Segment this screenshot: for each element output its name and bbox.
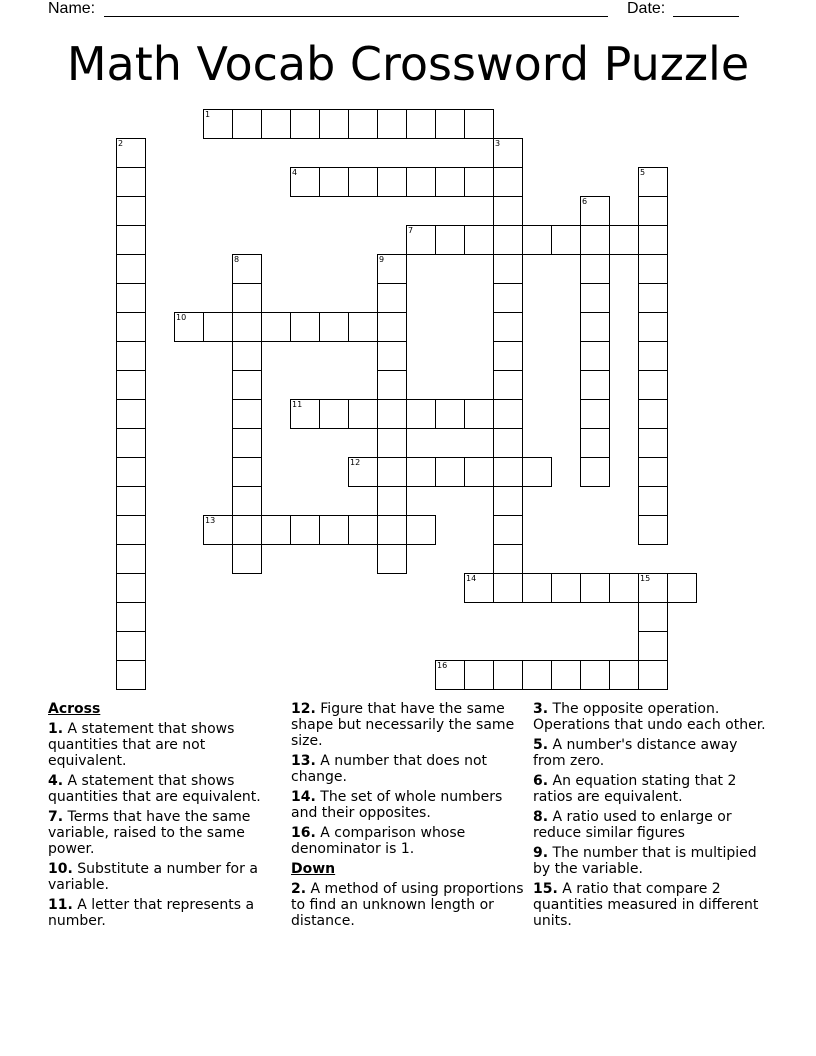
- crossword-cell[interactable]: [580, 225, 610, 255]
- crossword-cell[interactable]: [116, 138, 146, 168]
- crossword-cell[interactable]: [609, 225, 639, 255]
- clue-across-1: 1. A statement that shows quantities that are not equivalent.: [48, 721, 235, 769]
- crossword-cell[interactable]: [638, 399, 668, 429]
- crossword-cell[interactable]: [493, 428, 523, 458]
- crossword-cell[interactable]: [580, 573, 610, 603]
- crossword-cell[interactable]: [116, 254, 146, 284]
- crossword-cell[interactable]: [638, 428, 668, 458]
- clue-number: 6: [582, 197, 588, 206]
- crossword-cell[interactable]: [638, 370, 668, 400]
- crossword-cell[interactable]: [116, 428, 146, 458]
- clue-across-10: 10. Substitute a number for a variable.: [48, 861, 258, 893]
- crossword-cell[interactable]: [232, 515, 262, 545]
- crossword-cell[interactable]: [377, 486, 407, 516]
- clue-number: 13: [205, 516, 216, 525]
- crossword-cell[interactable]: [377, 457, 407, 487]
- crossword-cell[interactable]: [232, 428, 262, 458]
- clue-column-2: [291, 701, 529, 933]
- crossword-cell[interactable]: [203, 515, 233, 545]
- crossword-cell[interactable]: [116, 660, 146, 690]
- crossword-cell[interactable]: [638, 196, 668, 226]
- crossword-cell[interactable]: [377, 399, 407, 429]
- crossword-cell[interactable]: [116, 196, 146, 226]
- crossword-cell[interactable]: [232, 254, 262, 284]
- clue-down-3: 3. The opposite operation. Operations that undo each other.: [533, 701, 766, 733]
- crossword-cell[interactable]: [348, 457, 378, 487]
- crossword-cell[interactable]: [290, 399, 320, 429]
- crossword-cell[interactable]: [232, 457, 262, 487]
- crossword-cell[interactable]: [493, 167, 523, 197]
- crossword-cell[interactable]: [522, 225, 552, 255]
- crossword-cell[interactable]: [580, 457, 610, 487]
- crossword-cell[interactable]: [406, 399, 436, 429]
- crossword-cell[interactable]: [493, 370, 523, 400]
- crossword-cell[interactable]: [638, 312, 668, 342]
- crossword-cell[interactable]: [551, 573, 581, 603]
- crossword-cell[interactable]: [377, 312, 407, 342]
- clue-down-15: 15. A ratio that compare 2 quantities measured in different units.: [533, 881, 759, 929]
- crossword-cell[interactable]: [348, 109, 378, 139]
- crossword-cell[interactable]: [493, 457, 523, 487]
- crossword-cell[interactable]: [493, 486, 523, 516]
- crossword-cell[interactable]: [319, 515, 349, 545]
- crossword-cell[interactable]: [406, 225, 436, 255]
- crossword-cell[interactable]: [116, 283, 146, 313]
- clue-number: 5: [640, 168, 646, 177]
- crossword-cell[interactable]: [464, 167, 494, 197]
- crossword-cell[interactable]: [638, 573, 668, 603]
- crossword-cell[interactable]: [348, 515, 378, 545]
- crossword-cell[interactable]: [116, 573, 146, 603]
- crossword-cell[interactable]: [377, 254, 407, 284]
- clue-number: 15: [640, 574, 651, 583]
- clue-across-16: 16. A comparison whose denominator is 1.: [291, 825, 466, 857]
- crossword-cell[interactable]: [232, 283, 262, 313]
- crossword-cell[interactable]: [261, 312, 291, 342]
- crossword-cell[interactable]: [203, 312, 233, 342]
- crossword-cell[interactable]: [203, 109, 233, 139]
- crossword-cell[interactable]: [290, 167, 320, 197]
- crossword-cell[interactable]: [522, 573, 552, 603]
- clue-number: 11: [292, 400, 303, 409]
- clue-column-1: [48, 701, 286, 933]
- crossword-cell[interactable]: [377, 370, 407, 400]
- crossword-cell[interactable]: [580, 370, 610, 400]
- crossword-cell[interactable]: [638, 457, 668, 487]
- clue-across-7: 7. Terms that have the same variable, raised to the same power.: [48, 809, 251, 857]
- crossword-cell[interactable]: [580, 196, 610, 226]
- crossword-cell[interactable]: [116, 486, 146, 516]
- crossword-cell[interactable]: [493, 254, 523, 284]
- crossword-cell[interactable]: [638, 225, 668, 255]
- clue-number: 1: [205, 110, 211, 119]
- crossword-cell[interactable]: [261, 109, 291, 139]
- crossword-cell[interactable]: [406, 515, 436, 545]
- date-label: Date:: [627, 0, 666, 17]
- clue-across-11: 11. A letter that represents a number.: [48, 897, 255, 929]
- crossword-cell[interactable]: [435, 225, 465, 255]
- crossword-cell[interactable]: [290, 312, 320, 342]
- crossword-cell[interactable]: [377, 167, 407, 197]
- crossword-cell[interactable]: [116, 312, 146, 342]
- crossword-cell[interactable]: [638, 515, 668, 545]
- clue-number: 8: [234, 255, 240, 264]
- crossword-cell[interactable]: [435, 167, 465, 197]
- crossword-cell[interactable]: [580, 428, 610, 458]
- clue-down-8: 8. A ratio used to enlarge or reduce similar figures: [533, 809, 732, 841]
- crossword-cell[interactable]: [638, 602, 668, 632]
- crossword-cell[interactable]: [493, 138, 523, 168]
- crossword-cell[interactable]: [493, 225, 523, 255]
- crossword-cell[interactable]: [116, 515, 146, 545]
- crossword-cell[interactable]: [551, 225, 581, 255]
- crossword-cell[interactable]: [493, 515, 523, 545]
- crossword-cell[interactable]: [638, 254, 668, 284]
- crossword-cell[interactable]: [377, 544, 407, 574]
- crossword-cell[interactable]: [435, 457, 465, 487]
- name-label: Name:: [48, 0, 96, 17]
- clue-number: 7: [408, 226, 414, 235]
- crossword-cell[interactable]: [522, 457, 552, 487]
- crossword-cell[interactable]: [638, 486, 668, 516]
- crossword-cell[interactable]: [116, 341, 146, 371]
- crossword-cell[interactable]: [348, 399, 378, 429]
- crossword-cell[interactable]: [580, 283, 610, 313]
- crossword-cell[interactable]: [464, 399, 494, 429]
- crossword-cell[interactable]: [377, 283, 407, 313]
- crossword-cell[interactable]: [609, 660, 639, 690]
- clue-number: 14: [466, 574, 477, 583]
- crossword-cell[interactable]: [290, 515, 320, 545]
- crossword-cell[interactable]: [580, 399, 610, 429]
- clue-number: 4: [292, 168, 298, 177]
- crossword-cell[interactable]: [493, 312, 523, 342]
- crossword-cell[interactable]: [348, 312, 378, 342]
- clue-across-12: 12. Figure that have the same shape but necessarily the same size.: [291, 701, 515, 749]
- page-title: Math Vocab Crossword Puzzle: [66, 37, 750, 91]
- clue-down-5: 5. A number's distance away from zero.: [533, 737, 738, 769]
- crossword-cell[interactable]: [406, 109, 436, 139]
- crossword-cell[interactable]: [261, 515, 291, 545]
- crossword-cell[interactable]: [377, 515, 407, 545]
- crossword-cell[interactable]: [493, 544, 523, 574]
- crossword-cell[interactable]: [116, 602, 146, 632]
- crossword-cell[interactable]: [580, 660, 610, 690]
- clue-number: 10: [176, 313, 187, 322]
- crossword-cell[interactable]: [464, 225, 494, 255]
- crossword-cell[interactable]: [232, 544, 262, 574]
- crossword-cell[interactable]: [406, 167, 436, 197]
- crossword-cell[interactable]: [667, 573, 697, 603]
- crossword-cell[interactable]: [464, 573, 494, 603]
- crossword-cell[interactable]: [116, 399, 146, 429]
- crossword-cell[interactable]: [493, 660, 523, 690]
- clue-number: 16: [437, 661, 448, 670]
- crossword-cell[interactable]: [377, 109, 407, 139]
- clue-across-14: 14. The set of whole numbers and their opposites.: [291, 789, 503, 821]
- crossword-cell[interactable]: [551, 660, 581, 690]
- crossword-cell[interactable]: [638, 660, 668, 690]
- crossword-cell[interactable]: [464, 660, 494, 690]
- crossword-cell[interactable]: [116, 370, 146, 400]
- crossword-cell[interactable]: [435, 109, 465, 139]
- clue-number: 2: [118, 139, 124, 148]
- clue-column-3: [533, 701, 771, 933]
- crossword-cell[interactable]: [493, 283, 523, 313]
- crossword-cell[interactable]: [406, 457, 436, 487]
- crossword-cell[interactable]: [232, 370, 262, 400]
- crossword-cell[interactable]: [116, 167, 146, 197]
- crossword-cell[interactable]: [116, 544, 146, 574]
- crossword-cell[interactable]: [232, 109, 262, 139]
- crossword-cell[interactable]: [116, 631, 146, 661]
- crossword-cell[interactable]: [522, 660, 552, 690]
- crossword-cell[interactable]: [232, 399, 262, 429]
- crossword-cell[interactable]: [319, 167, 349, 197]
- crossword-cell[interactable]: [377, 341, 407, 371]
- crossword-cell[interactable]: [319, 312, 349, 342]
- crossword-cell[interactable]: [435, 399, 465, 429]
- crossword-cell[interactable]: [580, 312, 610, 342]
- crossword-cell[interactable]: [232, 312, 262, 342]
- crossword-cell[interactable]: [638, 167, 668, 197]
- clue-down-2: 2. A method of using proportions to find an unknown length or distance.: [291, 881, 524, 929]
- down-heading: Down: [291, 861, 336, 877]
- crossword-cell[interactable]: [319, 399, 349, 429]
- crossword-cell[interactable]: [377, 428, 407, 458]
- crossword-cell[interactable]: [580, 254, 610, 284]
- clue-across-4: 4. A statement that shows quantities that are equivalent.: [48, 773, 261, 805]
- crossword-cell[interactable]: [116, 457, 146, 487]
- crossword-cell[interactable]: [464, 109, 494, 139]
- across-heading: Across: [48, 701, 101, 717]
- crossword-cell[interactable]: [638, 631, 668, 661]
- crossword-cell[interactable]: [638, 341, 668, 371]
- crossword-cell[interactable]: [580, 341, 610, 371]
- crossword-cell[interactable]: [319, 109, 349, 139]
- crossword-cell[interactable]: [232, 486, 262, 516]
- crossword-cell[interactable]: [493, 399, 523, 429]
- crossword-cell[interactable]: [464, 457, 494, 487]
- clue-down-9: 9. The number that is multipied by the variable.: [533, 845, 757, 877]
- crossword-cell[interactable]: [174, 312, 204, 342]
- crossword-cell[interactable]: [638, 283, 668, 313]
- crossword-cell[interactable]: [609, 573, 639, 603]
- clue-down-6: 6. An equation stating that 2 ratios are equivalent.: [533, 773, 737, 805]
- clue-number: 3: [495, 139, 501, 148]
- clue-number: 12: [350, 458, 361, 467]
- clue-number: 9: [379, 255, 385, 264]
- crossword-cell[interactable]: [116, 225, 146, 255]
- crossword-cell[interactable]: [435, 660, 465, 690]
- crossword-cell[interactable]: [348, 167, 378, 197]
- clue-across-13: 13. A number that does not change.: [291, 753, 488, 785]
- crossword-cell[interactable]: [493, 196, 523, 226]
- crossword-cell[interactable]: [232, 341, 262, 371]
- crossword-cell[interactable]: [493, 341, 523, 371]
- crossword-cell[interactable]: [493, 573, 523, 603]
- crossword-cell[interactable]: [290, 109, 320, 139]
